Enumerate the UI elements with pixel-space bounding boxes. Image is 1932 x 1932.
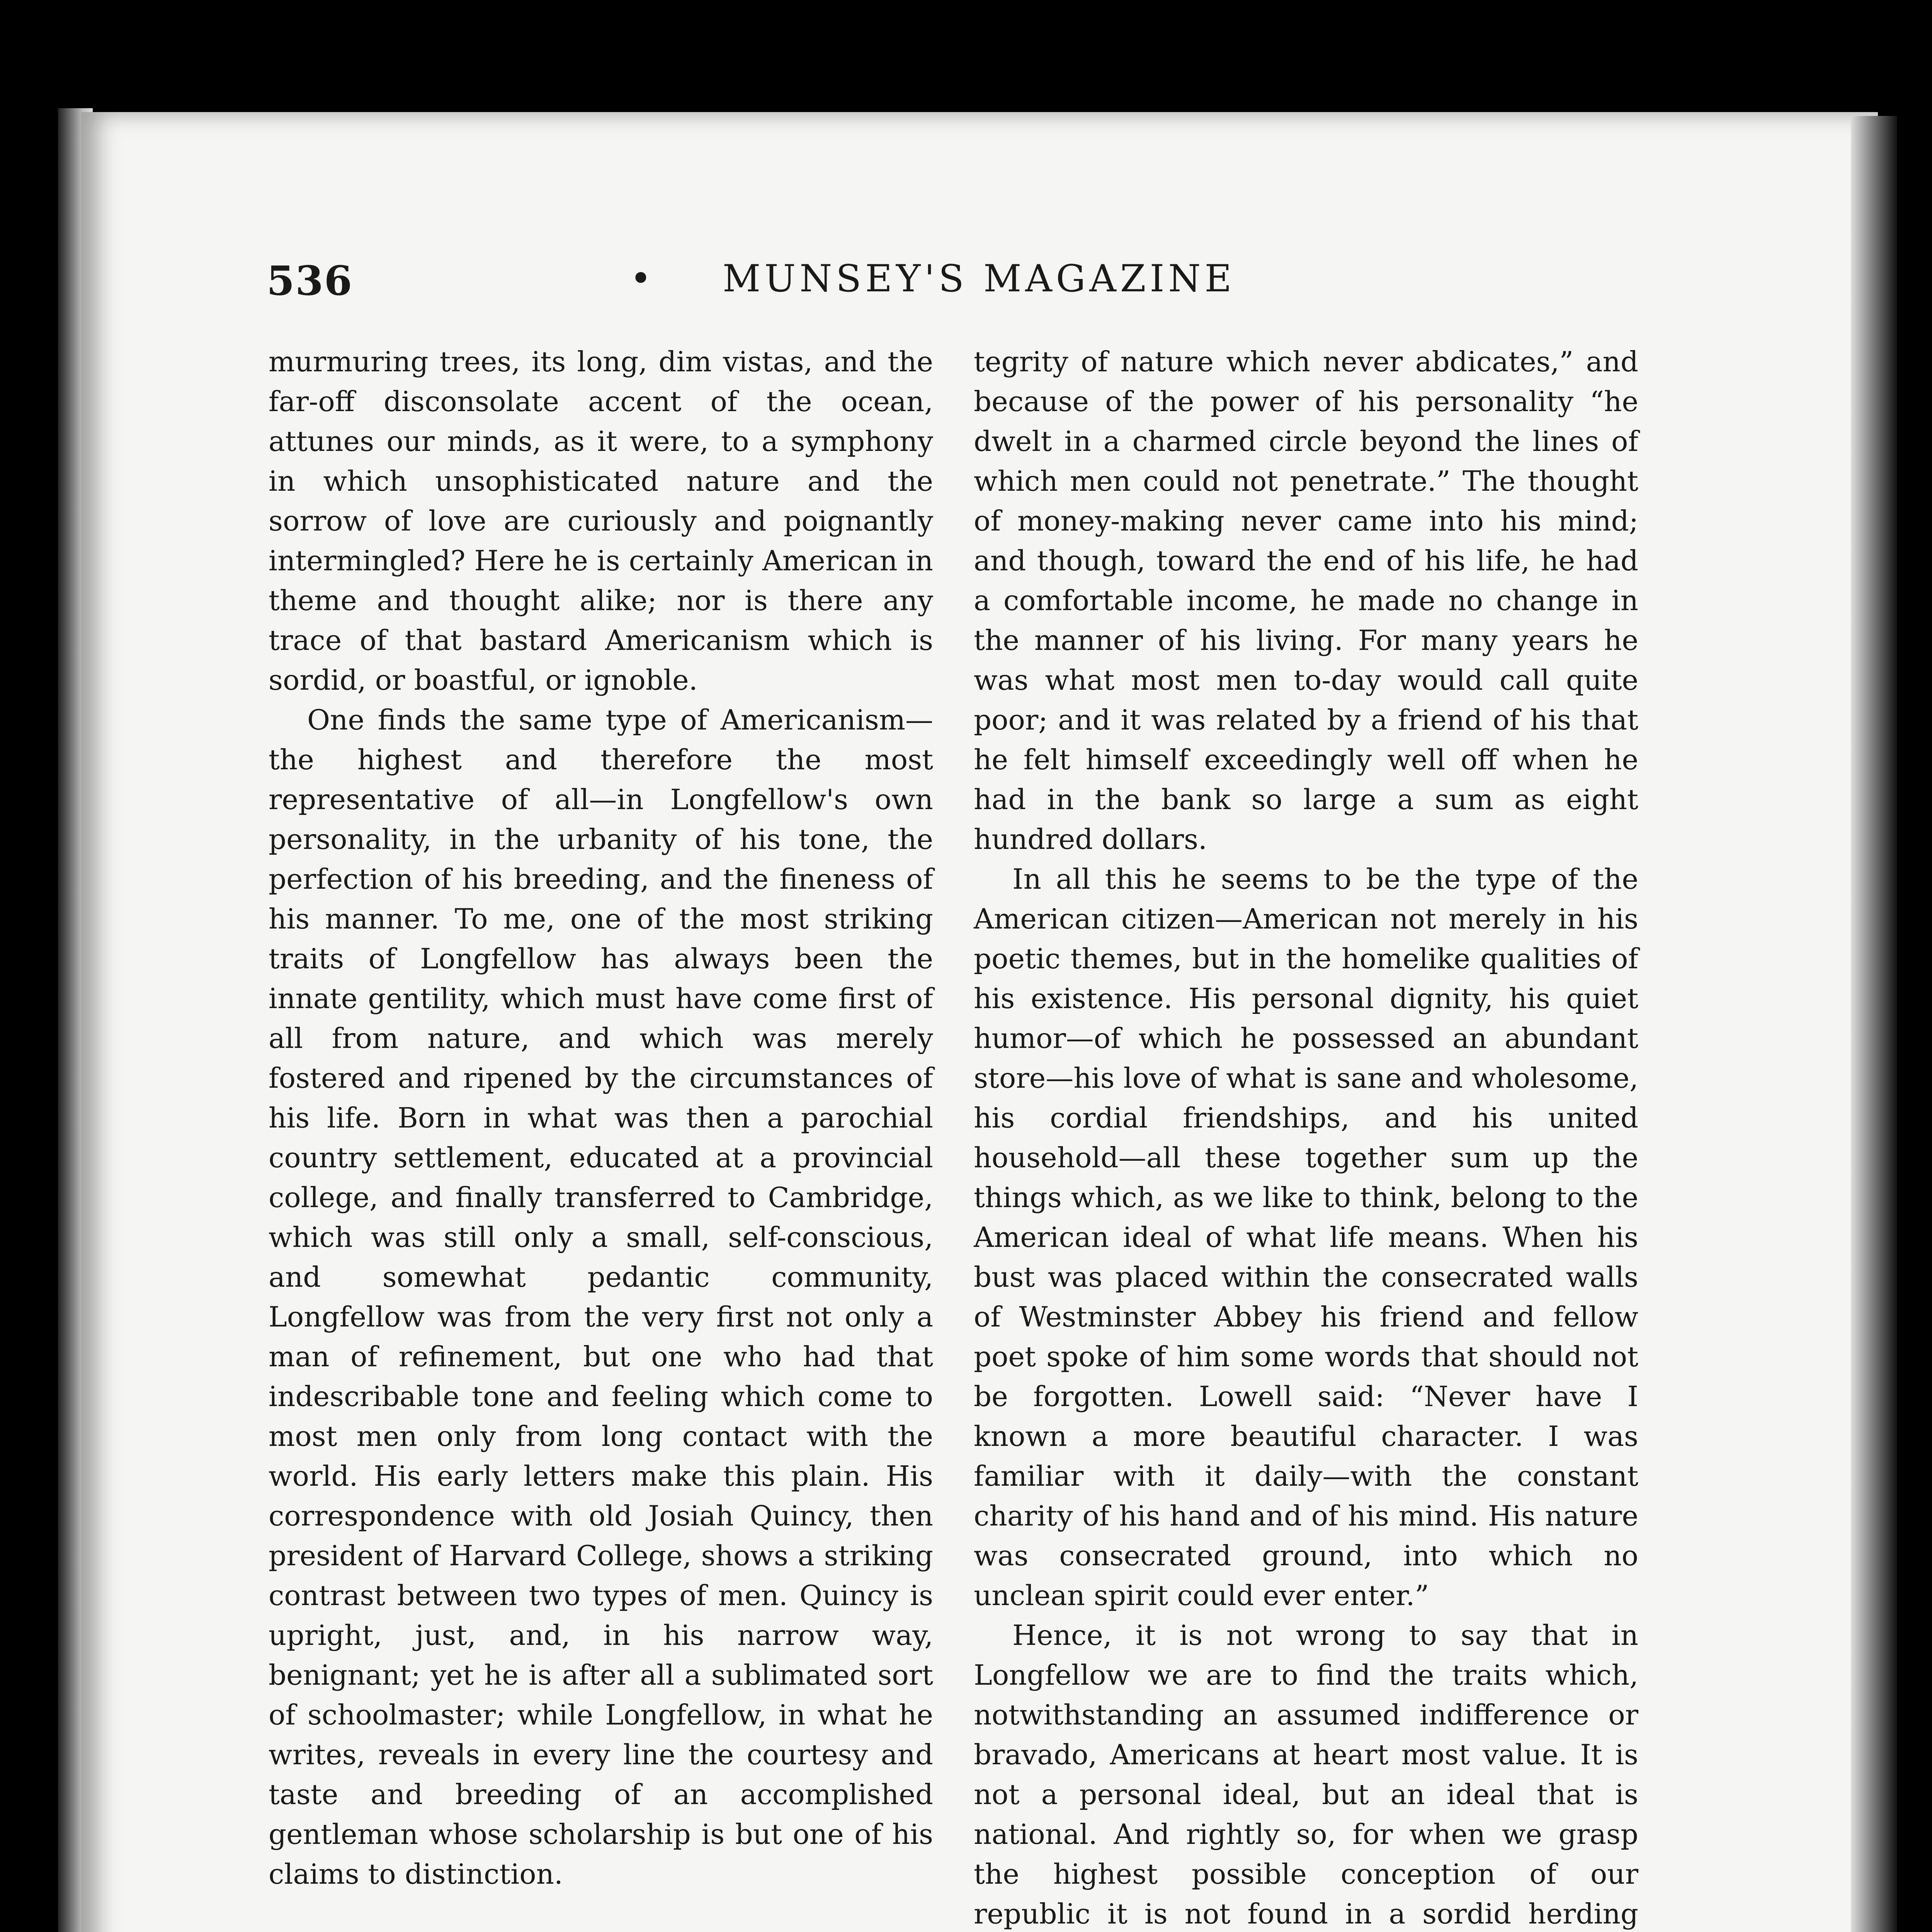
- running-title: MUNSEY'S MAGAZINE: [723, 257, 1236, 300]
- right-paragraph-1: tegrity of nature which never abdicates,” and because of the power of his personality “he dwelt in a charmed circle beyond the lines of which men could not penetrate.” The thought of money-making never came into his mind; and though, toward the end of his life, he had a comfortable income, he made no change in the manner of his living. For many years he was what most men to-day would call quite poor; and it was related by a friend of his that he felt himself exceedingly well off when he had in the bank so large a sum as eight hundred dollars.: [974, 345, 1638, 855]
- page-number: 536: [267, 257, 353, 304]
- left-paragraph-2: One finds the same type of Americanism—the highest and therefore the most representative of all—in Longfellow's own personality, in the urbanity of his tone, the perfection of his breeding, and the fineness of his manner. To me, one of the most striking traits of Longfellow has always been the innate gentility, which must have come first of all from nature, and which was merely fostered and ripened by the circumstances of his life. Born in what was then a parochial country settlement, educated at a provincial college, and finally transferred to Cambridge, which was still only a small, self-conscious, and somewhat pedantic community, Longfellow was from the very first not only a man of refinement, but one who had that indescribable tone and feeling which come to most men only from long contact with the world. His early letters make this plain. His correspondence with old Josiah Quincy, then president of Harvard College, shows a striking contrast between two types of men. Quincy is upright, just, and, in his narrow way, benignant; yet he is after all a sublimated sort of schoolmaster; while Longfellow, in what he writes, reveals in every line the courtesy and taste and breeding of an accomplished gentleman whose scholarship is but one of his claims to distinction.: [269, 704, 933, 1890]
- left-paragraph-1: murmuring trees, its long, dim vistas, and the far-off disconsolate accent of the ocean, attunes our minds, as it were, to a symphony in which unsophisticated nature and the sorrow of love are curiously and poignantly intermingled? Here he is certainly American in theme and thought alike; nor is there any trace of that bastard Americanism which is sordid, or boastful, or ignoble.: [269, 345, 933, 696]
- binding-shadow: [1851, 116, 1897, 1932]
- right-paragraph-3: Hence, it is not wrong to say that in Longfellow we are to find the traits which, notwithstanding an assumed indifference or bravado, Americans at heart most value. It is not a personal ideal, but an ideal that is national. And rightly so, for when we grasp the highest possible conception of our republic it is not found in a sordid herding: [974, 1619, 1638, 1930]
- header-bullet: •: [630, 257, 652, 300]
- left-column: [269, 342, 933, 1932]
- right-column: [974, 342, 1638, 1932]
- page-header: [267, 257, 1735, 311]
- right-paragraph-2: In all this he seems to be the type of the American citizen—American not merely in his poetic themes, but in the homelike qualities of his existence. His personal dignity, his quiet humor—of which he possessed an abundant store—his love of what is sane and wholesome, his cordial friendships, and his united household—all these together sum up the things which, as we like to think, belong to the American ideal of what life means. When his bust was placed within the consecrated walls of Westminster Abbey his friend and fellow poet spoke of him some words that should not be forgotten. Lowell said: “Never have I known a more beautiful character. I was familiar with it daily—with the constant charity of his hand and of his mind. His nature was consecrated ground, into which no unclean spirit could ever enter.”: [974, 863, 1638, 1612]
